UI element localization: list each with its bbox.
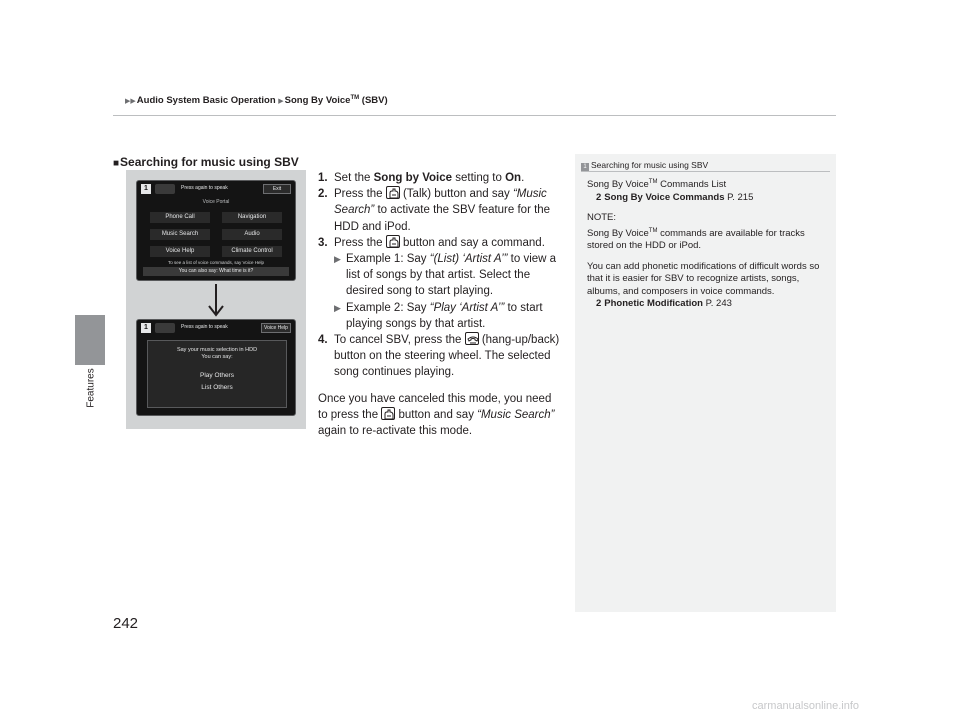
- reference-icon: 2: [596, 298, 602, 310]
- note-heading: 1 Searching for music using SBV: [581, 159, 708, 172]
- note-marker-icon: 1: [581, 163, 589, 171]
- step-1: 1. Set the Song by Voice setting to On.: [318, 172, 525, 184]
- exit-button: Exit: [263, 184, 291, 194]
- option-climate-control: Climate Control: [222, 246, 282, 257]
- voice-portal-title: Voice Portal: [202, 199, 230, 205]
- ref-song-by-voice-commands[interactable]: 2 Song By Voice Commands P. 215: [596, 191, 754, 203]
- breadcrumb: [125, 95, 388, 106]
- talk-button-icon: [381, 407, 395, 420]
- hang-up-back-icon: [465, 332, 479, 345]
- chapter-label: Features: [85, 368, 97, 408]
- example-arrow-icon: ▶: [334, 302, 341, 313]
- section-heading: [113, 155, 299, 169]
- section-title: Searching for music using SBV: [120, 155, 299, 169]
- option-phone-call: Phone Call: [150, 212, 210, 223]
- page-number: 242: [113, 615, 139, 632]
- option-play-others: Play Others: [200, 372, 234, 379]
- example-2: ▶ Example 2: Say “Play ‘Artist A’” to start playing songs by that artist.: [334, 301, 543, 330]
- also-say-bar: You can also say: What time is it?: [143, 267, 289, 276]
- note-rule: [581, 171, 830, 172]
- music-search-screen: [136, 319, 296, 416]
- trademark: TM: [350, 95, 360, 101]
- talk-icon: 1: [141, 184, 151, 194]
- breadcrumb-part2-suffix: (SBV): [361, 95, 388, 107]
- option-voice-help: Voice Help: [150, 246, 210, 257]
- breadcrumb-part1: Audio System Basic Operation: [136, 95, 276, 107]
- re-activate-paragraph: Once you have canceled this mode, you need to press the button and say “Music Search” again to re-activate this mode.: [318, 392, 555, 438]
- commands-list-label: Song By Voice™ Commands List: [587, 179, 727, 191]
- side-note-panel: [575, 154, 836, 612]
- ref-phonetic-modification[interactable]: 2 Phonetic Modification P. 243: [596, 298, 732, 310]
- screen-top-bar: [141, 184, 291, 194]
- voice-portal-screen: [136, 180, 296, 281]
- voice-help-hint: To see a list of voice commands, say Voice Help: [167, 260, 265, 265]
- option-music-search: Music Search: [150, 229, 210, 240]
- option-list-others: List Others: [201, 384, 233, 391]
- instructions: [318, 170, 563, 439]
- square-bullet-icon: ■: [113, 158, 120, 169]
- example-1: ▶ Example 1: Say “(List) ‘Artist A’” to view a list of songs by that artist. Select the desired song to start playing.: [334, 253, 557, 298]
- phonetic-text: You can add phonetic modifications of difficult words so that it is easier for SBV to recognize artists, songs, albums, and composers in voice commands.: [587, 260, 820, 297]
- status-icon: [155, 323, 175, 333]
- breadcrumb-part2: Song By Voice: [284, 95, 351, 107]
- voice-help-button: Voice Help: [261, 323, 291, 333]
- status-icon: [155, 184, 175, 194]
- example-arrow-icon: ▶: [334, 254, 341, 265]
- note-label: NOTE:: [587, 212, 617, 224]
- breadcrumb-arrow-icon: ▶▶: [125, 98, 136, 106]
- watermark: carmanualsonline.info: [752, 700, 860, 712]
- option-navigation: Navigation: [222, 212, 282, 223]
- press-again-text: Press again to speak: [181, 185, 228, 191]
- note-text: Song By Voice™ commands are available for tracks stored on the HDD or iPod.: [587, 227, 805, 252]
- music-selection-panel: [147, 340, 287, 408]
- talk-button-icon: [386, 186, 400, 199]
- header-rule: [113, 115, 836, 116]
- chapter-tab: [75, 315, 105, 365]
- reference-icon: 2: [596, 191, 602, 203]
- you-can-say: You can say:: [201, 354, 233, 360]
- breadcrumb-arrow-icon: ▶: [278, 98, 284, 106]
- screen-figure: [126, 170, 306, 429]
- talk-icon: 1: [141, 323, 151, 333]
- talk-button-icon: [386, 235, 400, 248]
- option-audio: Audio: [222, 229, 282, 240]
- step-3: 3. Press the button and say a command.: [318, 236, 545, 249]
- step-2: 2. Press the (Talk) button and say “Music Search” to activate the SBV feature for the HDD and iPod.: [318, 188, 551, 233]
- music-prompt: Say your music selection in HDD: [176, 347, 258, 353]
- down-arrow-icon: [206, 283, 226, 317]
- note-body: [587, 176, 832, 311]
- screen-top-bar: [141, 323, 291, 333]
- press-again-text: Press again to speak: [181, 324, 228, 330]
- step-4: 4. To cancel SBV, press the (hang-up/back) button on the steering wheel. The selected song continues playing.: [318, 334, 560, 379]
